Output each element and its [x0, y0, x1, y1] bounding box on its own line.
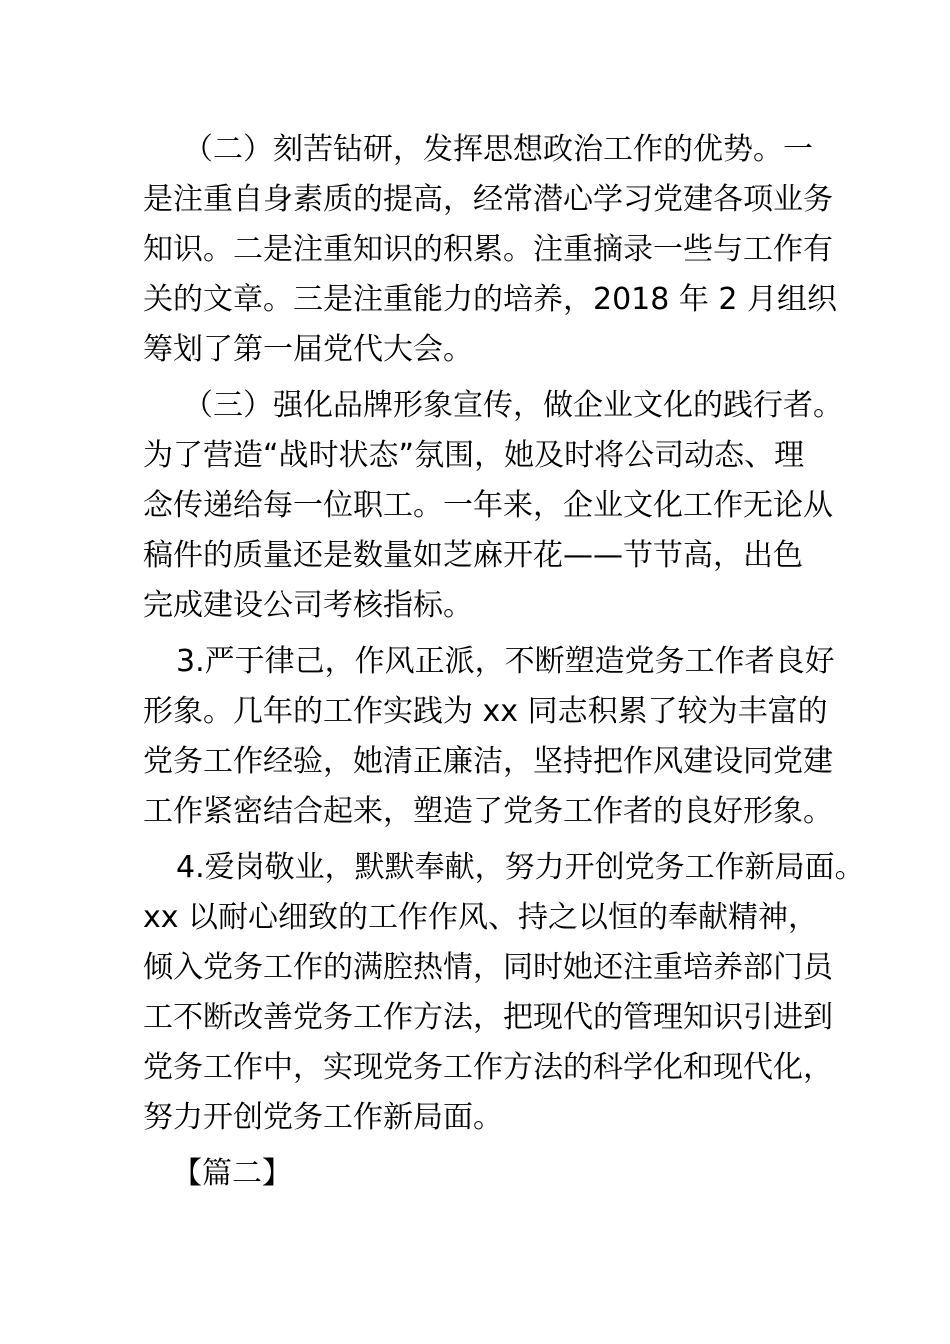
paragraph-line: 党务工作中，实现党务工作方法的科学化和现代化， [143, 1050, 833, 1085]
paragraph-line: 3.严于律己，作风正派，不断塑造党务工作者良好 [176, 644, 835, 679]
paragraph-line: 党务工作经验，她清正廉洁，坚持把作风建设同党建 [143, 744, 833, 779]
paragraph-line: 工作紧密结合起来，塑造了党务工作者的良好形象。 [143, 794, 833, 829]
paragraph-line: 完成建设公司考核指标。 [143, 588, 473, 623]
paragraph-line: 念传递给每一位职工。一年来，企业文化工作无论从 [143, 488, 833, 523]
paragraph-line: 筹划了第一届党代大会。 [143, 332, 473, 367]
paragraph-line: （二）刻苦钻研，发挥思想政治工作的优势。一 [183, 132, 813, 167]
paragraph-line: 4.爱岗敬业，默默奉献，努力开创党务工作新局面。 [176, 850, 865, 885]
paragraph-line: xx 以耐心细致的工作作风、持之以恒的奉献精神， [143, 900, 819, 935]
paragraph-line: （三）强化品牌形象宣传，做企业文化的践行者。 [183, 388, 843, 423]
paragraph-line: 为了营造“战时状态”氛围，她及时将公司动态、理 [143, 438, 805, 473]
paragraph-line: 稿件的质量还是数量如芝麻开花——节节高，出色 [143, 538, 803, 573]
paragraph-line: 关的文章。三是注重能力的培养，2018 年 2 月组织 [143, 282, 838, 317]
paragraph-line: 努力开创党务工作新局面。 [143, 1100, 503, 1135]
paragraph-line: 倾入党务工作的满腔热情，同时她还注重培养部门员 [143, 950, 833, 985]
paragraph-line: 是注重自身素质的提高，经常潜心学习党建各项业务 [143, 182, 833, 217]
paragraph-line: 知识。二是注重知识的积累。注重摘录一些与工作有 [143, 232, 833, 267]
section-heading: 【篇二】 [172, 1156, 292, 1191]
paragraph-line: 工不断改善党务工作方法，把现代的管理知识引进到 [143, 1000, 833, 1035]
paragraph-line: 形象。几年的工作实践为 xx 同志积累了较为丰富的 [143, 694, 828, 729]
